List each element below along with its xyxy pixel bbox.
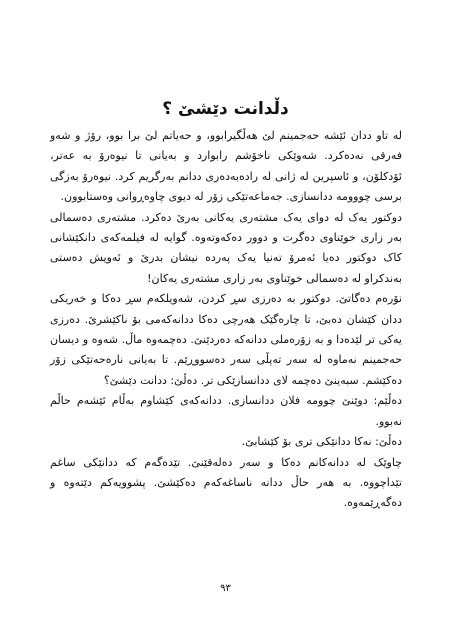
paragraph: دەڵێ: نەکا ددانێکی تری بۆ کێشابێ. — [241, 435, 402, 449]
paragraph: چاوێک لە ددانەکانم دەکا و سەر دەلەقێنێ. تێدەگەم کە ددانێکی ساغم تێداچووە. بە هەر حاڵ ددانە ناساغەکەم دەکێشێ. پشوویەکم دێتەوە و دەگەڕێمەوە. — [50, 455, 402, 510]
paragraph: دەڵێم: دوێنێ چوومە فلان ددانسازی. ددانەکەی کێشاوم بەڵام ئێشەم حاڵم نەبوو. — [50, 394, 402, 428]
page-title: دڵدانت دێشێ ؟ — [162, 99, 289, 119]
paragraph: دوکتور یەک لە دوای یەک مشتەری یەکانی بەرێ دەکرد. مشتەری دەسمالی بەر زاری خوێناوی دەگرت و دوور دەکەوتەوە. گوایە لە فیلمەکەی دانکێشانی کاک دوکتور دەیا ئەمرۆ تەنیا یەک پەردە نیشان بدرێ و ئەویش دەستی بەندکراو لە دەسمالی خوێناوی بەر زاری مشتەری یەکان! — [50, 210, 402, 285]
paragraph: نۆرەم دەگاتێ. دوکتور بە دەرزی سڕ کردن، شەویلکەم سڕ دەکا و خەریکی ددان کێشان دەبێ، تا چارەگێک هەرچی دەکا ددانەکەمی بۆ ناکێشرێ. دەرزی یەکی تر لێدەدا و بە زۆرەملی ددانەکە دەردێنێ. دەچمەوە ماڵ. شەوە و دیسان حەجمینم نەماوە لە سەر تەپڵی سەر دەسووڕێم. تا بەیانی نارەحەتێکی زۆر دەکێشم. سبەینێ دەچمە لای ددانسازێکی تر. دەڵێ: ددانت دێشێ؟ — [50, 292, 402, 387]
page-number: ٩٣ — [220, 583, 231, 594]
document-body — [50, 126, 402, 514]
paragraph: لە تاو ددان ئێشە حەجمینم لێ هەڵگیرابوو، و حەیاتم لێ برا بوو، رۆژ و شەو فەرقی نەدەکرد. شەوێکی ناخۆشم رابوارد و بەیانی تا نیوەرۆ بە عەتر، ئۆدکلۆن، و ئاسپرین لە ژانی لە رادەبەدەری ددانم بەرگریم کرد. نیوەرۆ بەزگی برسی چووومە ددانسازی. جەماعەتێکی زۆر لە دیوی چاوەڕوانی وەستابوون. — [50, 129, 402, 204]
